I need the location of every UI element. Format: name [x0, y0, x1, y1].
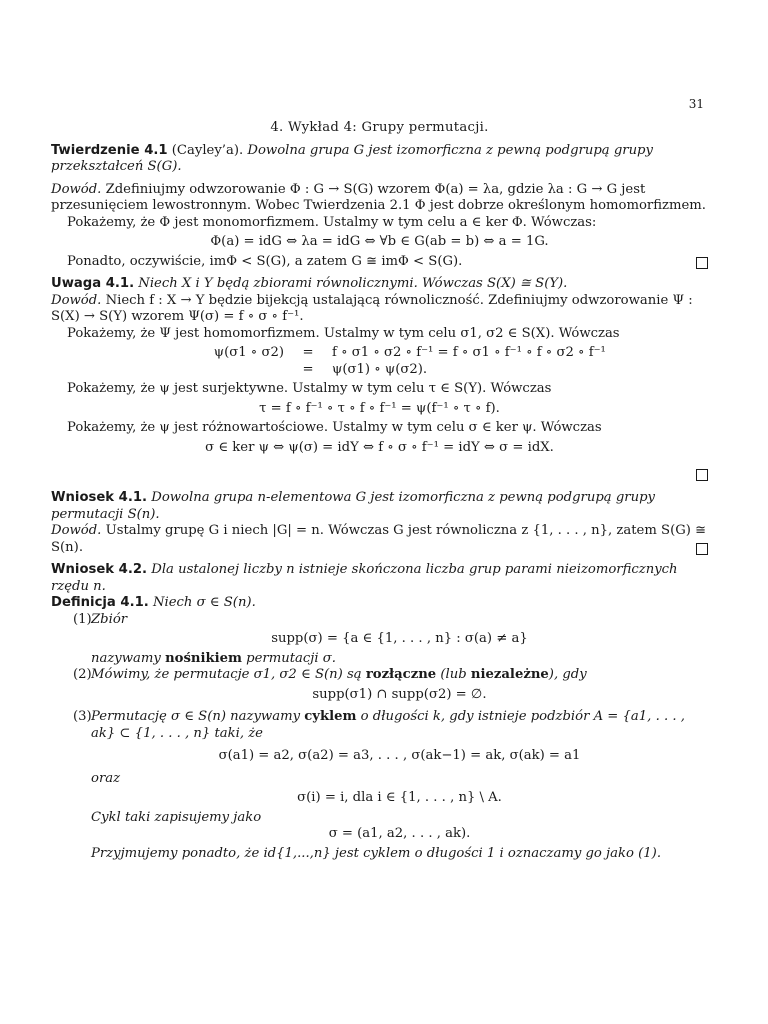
definition-item-2 — [51, 667, 708, 684]
proof-2-hom: Pokażemy, że Ψ jest homomorfizmem. Ustalmy w tym celu σ1, σ2 ∈ S(X). Wówczas — [67, 325, 620, 341]
proof-1-mono: Pokażemy, że Φ jest monomorfizmem. Ustalmy w tym celu a ∈ ker Φ. Wówczas: — [67, 214, 597, 230]
item-text: (lub — [440, 667, 467, 682]
item-3-oraz: oraz — [91, 770, 121, 786]
item-text: Permutację σ ∈ S(n) nazywamy — [91, 709, 301, 724]
page-number: 31 — [688, 97, 704, 111]
corollary-heading: Wniosek 4.1. — [51, 490, 148, 505]
proof-1 — [51, 182, 708, 215]
item-2-equation: supp(σ1) ∩ supp(σ2) = ∅. — [312, 686, 487, 702]
proof-2-surj: Pokażemy, że ψ jest surjektywne. Ustalmy w tym celu τ ∈ S(Y). Wówczas — [67, 381, 552, 396]
remark-body: Niech X i Y będą zbiorami równolicznymi. Wówczas S(X) ≅ S(Y). — [138, 276, 568, 291]
eq-row — [51, 362, 708, 379]
proof-2-inj: Pokażemy, że ψ jest różnowartościowe. Ustalmy w tym celu σ ∈ ker ψ. Wówczas — [67, 420, 602, 435]
theorem-body: Dowolna grupa G jest izomorficzna z pewną podgrupą grupy przekształceń S(G). — [51, 142, 653, 174]
corollary-heading: Wniosek 4.2. — [51, 562, 148, 577]
section-title: 4. Wykład 4: Grupy permutacji. — [270, 120, 489, 135]
remark-4-1 — [51, 276, 708, 293]
definition-item-3 — [51, 709, 708, 742]
eq-lhs-empty — [51, 362, 284, 379]
item-term: niezależne — [470, 667, 549, 682]
item-term: nośnikiem — [165, 650, 242, 666]
qed-icon — [696, 469, 708, 481]
item-3-cykl: Cykl taki zapisujemy jako — [91, 809, 262, 825]
item-1-equation: supp(σ) = {a ∈ {1, . . . , n} : σ(a) ≠ a} — [271, 631, 528, 646]
item-3-last: Przyjmujemy ponadto, że id{1,...,n} jest cyklem o długości 1 i oznaczamy go jako (1). — [91, 845, 662, 861]
proof-2 — [51, 293, 708, 326]
proof-2-end — [51, 466, 708, 484]
remark-heading: Uwaga 4.1. — [51, 276, 135, 291]
corollary-4-1 — [51, 490, 708, 523]
proof-2-inj-equation: σ ∈ ker ψ ⇔ ψ(σ) = idY ⇔ f ∘ σ ∘ f⁻¹ = idY ⇔ σ = idX. — [205, 439, 554, 455]
proof-1-equation: Φ(a) = idG ⇔ λa = idG ⇔ ∀b ∈ G(ab = b) ⇔ a = 1G. — [210, 234, 549, 249]
definition-body: Niech σ ∈ S(n). — [152, 595, 256, 610]
proof-1-end-text: Ponadto, oczywiście, imΦ < S(G), a zatem G ≅ imΦ < S(G). — [67, 253, 463, 269]
eq-sign: = — [302, 361, 314, 377]
theorem-name: (Cayley’a). — [171, 142, 244, 158]
eq-lhs: ψ(σ1 ∘ σ2) — [213, 345, 284, 360]
proof-2-text: Niech f : X → Y będzie bijekcją ustalającą równoliczność. Zdefiniujmy odwzorowanie Ψ : S(X) → S(Y) wzorem Ψ(σ) = f ∘ σ ∘ f⁻¹. — [51, 292, 693, 324]
page-content — [51, 120, 708, 862]
item-1-tail — [51, 651, 708, 668]
proof-label: Dowód. — [51, 181, 102, 197]
item-3-equation-1: σ(a1) = a2, σ(a2) = a3, . . . , σ(ak−1) = ak, σ(ak) = a1 — [218, 748, 581, 763]
proof-1-end — [51, 254, 708, 271]
item-number: (3) — [73, 709, 92, 724]
eq-rhs: ψ(σ1) ∘ ψ(σ2). — [332, 361, 428, 377]
item-number: (1) — [73, 611, 92, 627]
proof-2-surj-equation: τ = f ∘ f⁻¹ ∘ τ ∘ f ∘ f⁻¹ = ψ(f⁻¹ ∘ τ ∘ f). — [259, 400, 500, 416]
eq-rhs: f ∘ σ1 ∘ σ2 ∘ f⁻¹ = f ∘ σ1 ∘ f⁻¹ ∘ f ∘ σ2 ∘ f⁻¹ — [332, 345, 606, 360]
item-text: permutacji σ. — [246, 650, 336, 666]
theorem-4-1 — [51, 143, 708, 176]
corollary-4-2 — [51, 562, 708, 595]
item-term: rozłączne — [365, 667, 437, 682]
item-text: nazywamy — [91, 650, 161, 666]
item-text: ), gdy — [548, 667, 587, 682]
item-number: (2) — [73, 667, 92, 682]
item-3-equation-2: σ(i) = i, dla i ∈ {1, . . . , n} \ A. — [297, 790, 502, 805]
corollary-body: Dla ustalonej liczby n istnieje skończona liczba grup parami nieizomorficznych rzędu n. — [51, 562, 678, 594]
theorem-heading: Twierdzenie 4.1 — [51, 142, 168, 158]
item-lead: Zbiór — [91, 611, 128, 627]
item-text: o długości k, gdy istnieje podzbiór A = {a1, . . . , ak} ⊂ {1, . . . , n} taki, że — [91, 709, 685, 741]
item-term: cyklem — [304, 709, 357, 724]
eq-row — [51, 345, 708, 362]
definition-heading: Definicja 4.1. — [51, 595, 149, 610]
proof-3 — [51, 523, 708, 556]
proof-label: Dowód. — [51, 292, 102, 308]
eq-sign: = — [302, 345, 314, 360]
proof-label: Dowód. — [51, 523, 102, 538]
qed-icon — [696, 543, 708, 555]
item-3-equation-3: σ = (a1, a2, . . . , ak). — [328, 826, 471, 841]
item-text: Mówimy, że permutacje σ1, σ2 ∈ S(n) są — [91, 667, 362, 682]
proof-3-text: Ustalmy grupę G i niech |G| = n. Wówczas G jest równoliczna z {1, . . . , n}, zatem S(G) ≅ S(n). — [51, 523, 707, 555]
proof-1-text: Zdefiniujmy odwzorowanie Φ : G → S(G) wzorem Φ(a) = λa, gdzie λa : G → G jest przesunięciem lewostronnym. Wobec Twierdzenia 2.1 Φ jest dobrze określonym homomorfizmem. — [51, 181, 706, 213]
proof-2-eqarray — [51, 345, 708, 378]
corollary-body: Dowolna grupa n-elementowa G jest izomorficzna z pewną podgrupą grupy permutacji S(n). — [51, 490, 655, 522]
definition-4-1 — [51, 595, 708, 612]
qed-icon — [696, 257, 708, 269]
definition-item-1 — [51, 612, 708, 629]
